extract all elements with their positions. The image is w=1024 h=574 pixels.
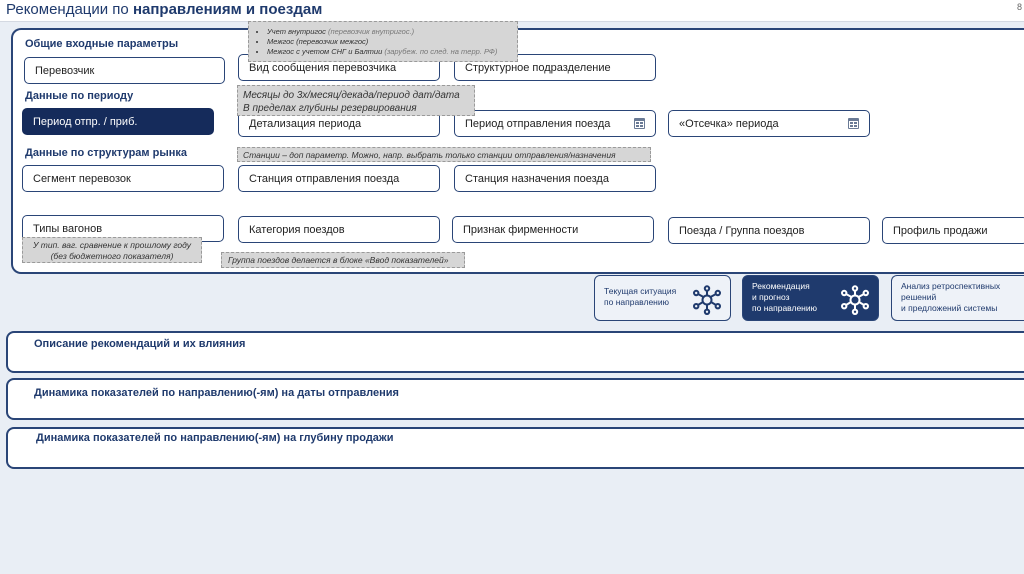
network-icon — [840, 285, 870, 315]
brand-sign-field[interactable]: Признак фирменности — [452, 216, 654, 243]
calendar-icon[interactable] — [634, 118, 645, 129]
period-depth-note — [237, 85, 475, 116]
period-type-field[interactable]: Период отпр. / приб. — [22, 108, 214, 135]
market-heading: Данные по структурам рынка — [25, 147, 187, 159]
train-group-field[interactable]: Поезда / Группа поездов — [668, 217, 870, 244]
wagon-note-line: У тип. ваг. сравнение к прошлому году — [32, 240, 192, 250]
wagon-types-field[interactable]: Типы вагонов — [22, 215, 224, 242]
nav-retrospective-analysis[interactable] — [891, 275, 1024, 321]
description-block-title: Описание рекомендаций и их влияния — [34, 338, 246, 350]
wagon-note-line: (без бюджетного показателя) — [50, 251, 174, 261]
cutoff-period-field[interactable] — [668, 110, 870, 137]
nav-recommendation-label: Рекомендация и прогноз по направлению — [752, 281, 817, 313]
network-icon — [692, 285, 722, 315]
page-number: 8 — [1016, 2, 1022, 12]
cutoff-period-label: «Отсечка» периода — [679, 117, 779, 130]
carrier-field[interactable]: Перевозчик — [24, 57, 225, 84]
train-category-field[interactable]: Категория поездов — [238, 216, 440, 243]
message-type-note — [248, 21, 518, 62]
period-heading: Данные по периоду — [25, 90, 134, 102]
stations-note: Станции – доп параметр. Можно, напр. выбрать только станции отправления/назначения — [237, 147, 651, 162]
calendar-icon[interactable] — [848, 118, 859, 129]
departure-station-field[interactable]: Станция отправления поезда — [238, 165, 440, 192]
dynamics-dates-block — [6, 378, 1024, 420]
note-item: • Межгос (перевозчик межгос) — [267, 37, 517, 47]
page-title — [6, 1, 322, 18]
title-bold: направлениям и поездам — [132, 1, 323, 18]
period-detail-field[interactable]: Детализация периода — [238, 110, 440, 137]
nav-analysis-label: Анализ ретроспективных решений и предложений системы — [901, 281, 1001, 313]
nav-current-situation[interactable] — [594, 275, 731, 321]
departure-period-field[interactable] — [454, 110, 656, 137]
note-item: • Учет внутригос (перевозчик внутригос.) — [267, 27, 517, 37]
message-type-field[interactable]: Вид сообщения перевозчика — [238, 54, 440, 81]
period-note-line: Месяцы до 3х/месяц/декада/период дат/дата — [243, 90, 460, 101]
segment-field[interactable]: Сегмент перевозок — [22, 165, 224, 192]
title-bar — [0, 0, 1024, 22]
nav-current-label: Текущая ситуация по направлению — [604, 286, 677, 307]
dynamics-depth-title: Динамика показателей по направлению(-ям) на глубину продажи — [36, 432, 394, 444]
structural-unit-field[interactable]: Структурное подразделение — [454, 54, 656, 81]
departure-period-label: Период отправления поезда — [465, 117, 611, 130]
nav-recommendation[interactable] — [742, 275, 879, 321]
period-note-line: В пределах глубины резервирования — [243, 103, 417, 114]
wagon-types-note — [22, 237, 202, 263]
dynamics-dates-title: Динамика показателей по направлению(-ям) на даты отправления — [34, 387, 399, 399]
general-params-heading: Общие входные параметры — [25, 38, 179, 50]
train-group-note: Группа поездов делается в блоке «Ввод показателей» — [221, 252, 465, 268]
sales-profile-field[interactable]: Профиль продажи — [882, 217, 1024, 244]
title-prefix: Рекомендации по — [6, 1, 133, 18]
destination-station-field[interactable]: Станция назначения поезда — [454, 165, 656, 192]
message-type-note-list — [249, 27, 517, 57]
note-item: • Межгос с учетом СНГ и Балтии (зарубеж. по след. на терр. РФ) — [267, 47, 517, 57]
